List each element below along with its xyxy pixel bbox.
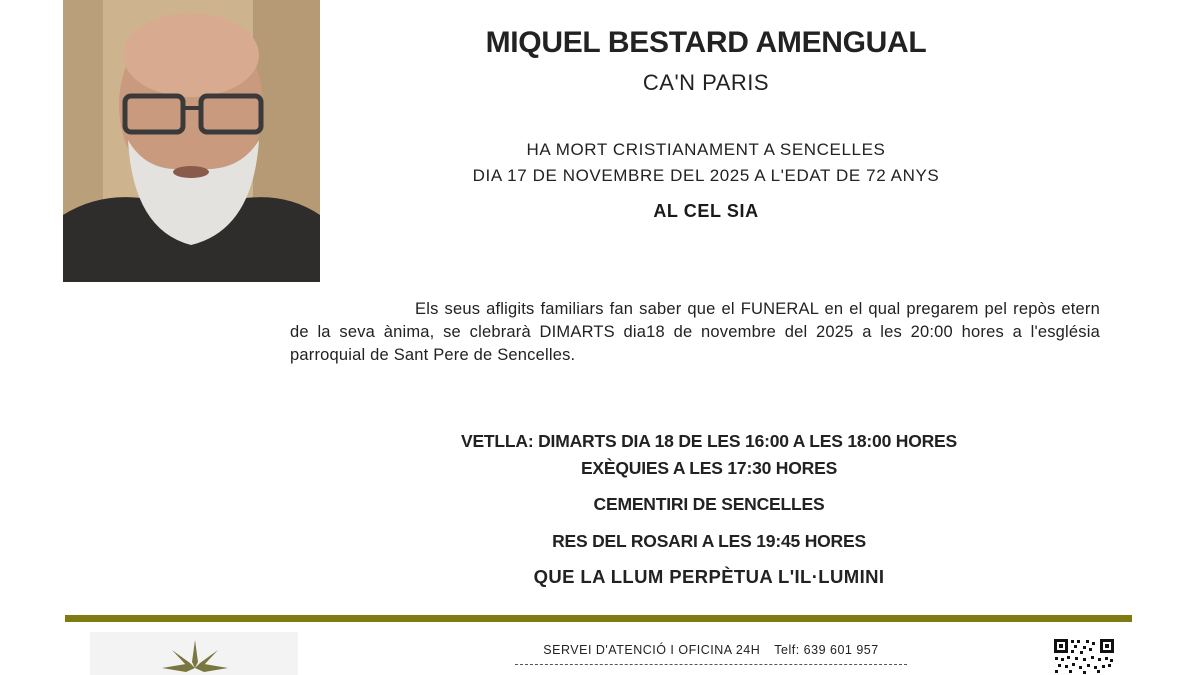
phone-number[interactable]: Telf: 639 601 957 [774, 643, 879, 657]
closing-line: QUE LA LLUM PERPÈTUA L'IL·LUMINI [533, 566, 885, 587]
funeral-paragraph: Els seus afligits familiars fan saber que el FUNERAL en el qual pregarem pel repòs etern de la seva ànima, se clebrarà DIMARTS dia18 de novembre del 2025 a les 20:00 hores a l'església parroquial de Sant Pere de Sencelles. [290, 300, 1100, 364]
rosari-line: RES DEL ROSARI A LES 19:45 HORES [552, 531, 866, 551]
death-date-age: DIA 17 DE NOVEMBRE DEL 2025 A L'EDAT DE 72 ANYS [472, 166, 940, 185]
deceased-name: MIQUEL BESTARD AMENGUAL [485, 26, 927, 59]
death-place: HA MORT CRISTIANAMENT A SENCELLES [526, 140, 886, 159]
service-info [515, 643, 907, 657]
portrait-illustration [63, 0, 320, 282]
vetlla-line: VETLLA: DIMARTS DIA 18 DE LES 16:00 A LES 18:00 HORES [460, 431, 958, 451]
portrait-photo [63, 0, 320, 282]
qr-code-icon[interactable] [1053, 638, 1115, 675]
funeral-home-logo [90, 632, 298, 675]
deceased-nickname: CA'N PARIS [642, 70, 770, 95]
exequies-line: EXÈQUIES A LES 17:30 HORES [580, 458, 838, 478]
cementiri-line: CEMENTIRI DE SENCELLES [593, 494, 825, 514]
service-label: SERVEI D'ATENCIÓ I OFICINA 24H [543, 643, 761, 657]
blessing-text: AL CEL SIA [653, 201, 759, 221]
footer-divider [65, 615, 1132, 622]
star-logo-icon [160, 638, 230, 675]
dashed-separator [515, 664, 907, 665]
